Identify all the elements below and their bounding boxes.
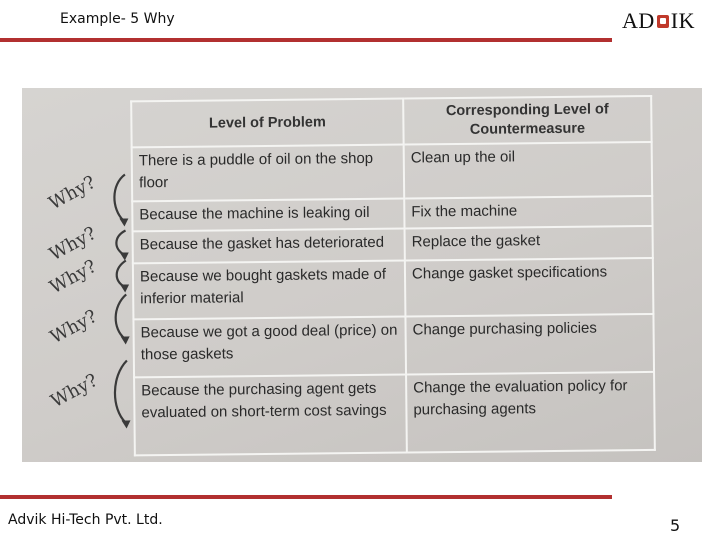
- header-divider: [0, 38, 612, 42]
- problem-cell: Because the machine is leaking oil: [132, 199, 404, 232]
- countermeasure-cell: Fix the machine: [404, 196, 652, 229]
- problem-cell: Because the gasket has deteriorated: [133, 229, 405, 264]
- table-row: [134, 372, 655, 455]
- table-row: [133, 258, 654, 319]
- five-why-photo: [22, 88, 702, 462]
- curved-arrow-icon: [116, 230, 126, 254]
- five-why-table: [130, 95, 656, 456]
- curved-arrow-icon: [117, 260, 127, 286]
- why-label-5: Why?: [47, 369, 102, 413]
- problem-cell: There is a puddle of oil on the shop floor: [132, 145, 405, 202]
- photo-content: [22, 88, 702, 462]
- table-row: [133, 314, 654, 377]
- why-label-1: Why?: [45, 171, 100, 215]
- logo-square-icon: [657, 15, 669, 28]
- countermeasure-cell: Change purchasing policies: [405, 314, 654, 375]
- logo-text-right: IK: [670, 8, 695, 33]
- curved-arrow-icon: [115, 294, 126, 338]
- why-label-4: Why?: [46, 305, 101, 349]
- column-header-countermeasure: Corresponding Level of Countermeasure: [403, 96, 651, 145]
- page-number: 5: [670, 516, 681, 535]
- footer-company-name: Advik Hi-Tech Pvt. Ltd.: [8, 512, 163, 528]
- problem-cell: Because the purchasing agent gets evaluated on short-term cost savings: [134, 375, 407, 456]
- countermeasure-cell: Change the evaluation policy for purchasing agents: [406, 372, 655, 453]
- curved-arrow-icon: [114, 174, 125, 220]
- problem-cell: Because we got a good deal (price) on those gaskets: [133, 317, 406, 378]
- why-label-2: Why?: [45, 222, 100, 266]
- logo-text-left: AD: [622, 8, 655, 33]
- footer-divider: [0, 495, 612, 499]
- problem-cell: Because we bought gaskets made of inferior material: [133, 261, 406, 320]
- why-label-3: Why?: [46, 255, 101, 299]
- countermeasure-cell: Clean up the oil: [404, 142, 653, 199]
- slide-title: Example- 5 Why: [60, 11, 175, 27]
- column-header-problem: Level of Problem: [131, 99, 403, 148]
- company-logo: [622, 8, 695, 34]
- curved-arrow-icon: [115, 360, 128, 422]
- table-row: [132, 142, 653, 201]
- countermeasure-cell: Change gasket specifications: [405, 258, 654, 317]
- countermeasure-cell: Replace the gasket: [405, 226, 653, 261]
